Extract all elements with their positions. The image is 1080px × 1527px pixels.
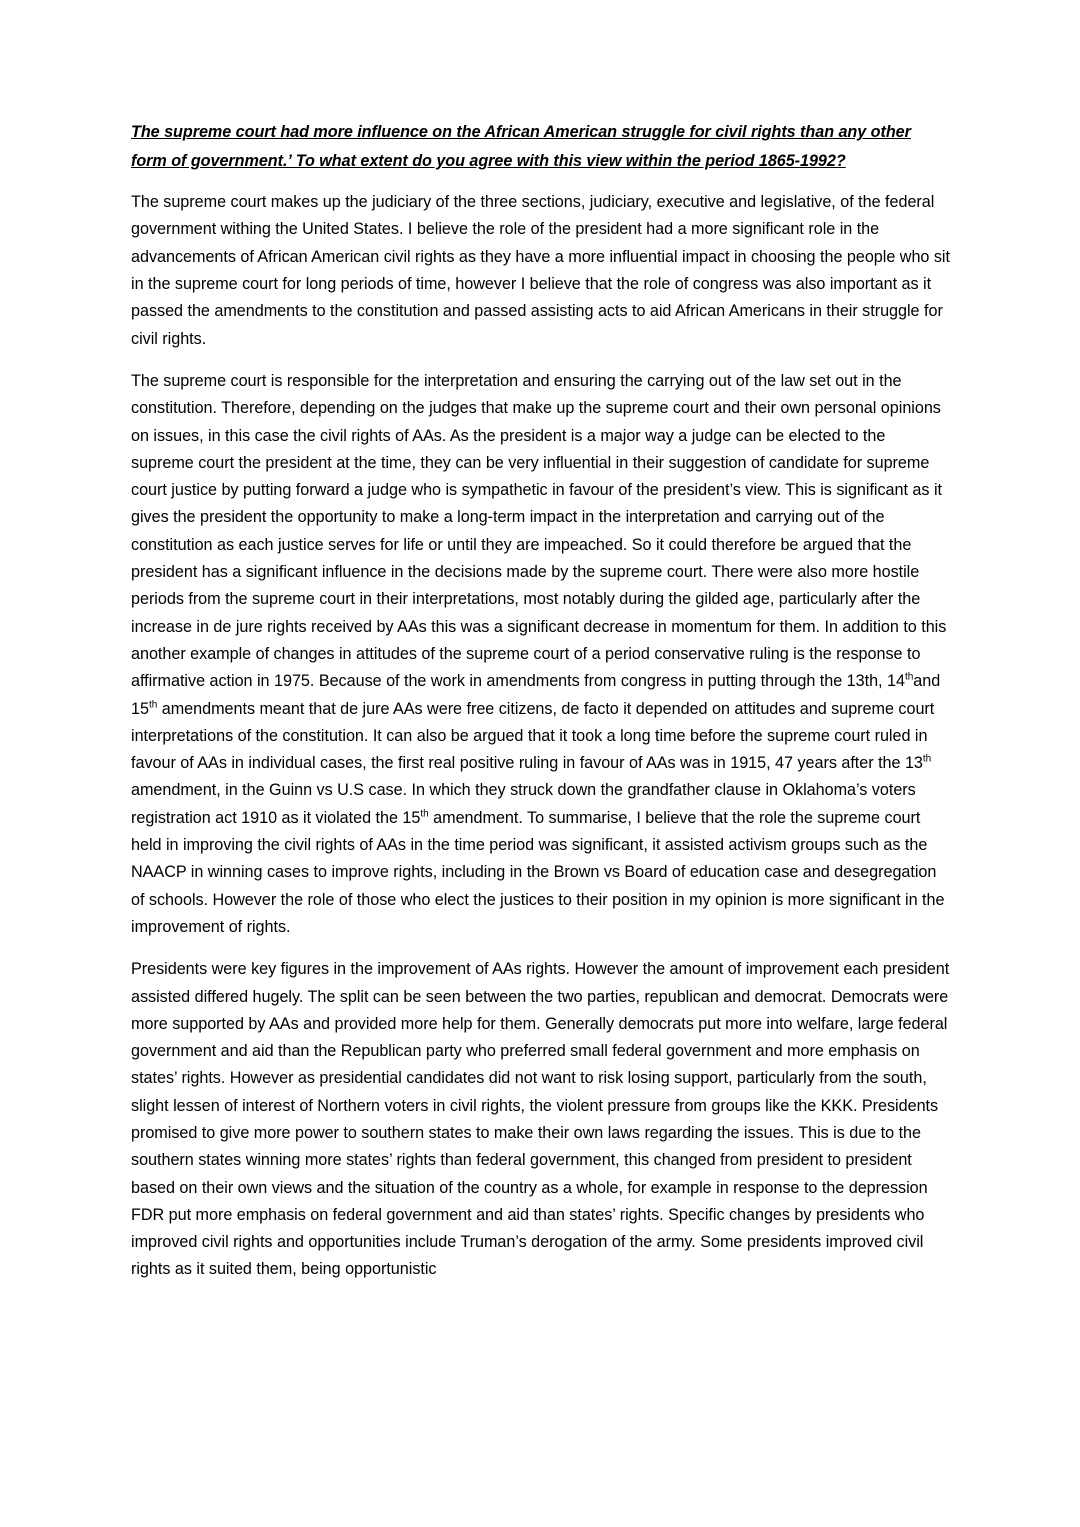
- ordinal-superscript: th: [420, 808, 429, 820]
- paragraph-2: The supreme court is responsible for the interpretation and ensuring the carrying out of the law set out in the constitution. Therefore, depending on the judges that make up the supreme court and their own personal opinions on issues, in this case the civil rights of AAs. As the president is a major way a judge can be elected to the supreme court the president at the time, they can be very influential in their suggestion of candidate for supreme court justice by putting forward a judge who is sympathetic in favour of the president’s view. This is significant as it gives the president the opportunity to make a long-term impact in the interpretation and carrying out of the constitution as each justice serves for life or until they are impeached. So it could therefore be argued that the president has a significant influence in the decisions made by the supreme court. There were also more hostile periods from the supreme court in their interpretations, most notably during the gilded age, particularly after the increase in de jure rights received by AAs this was a significant decrease in momentum for them. In addition to this another example of changes in attitudes of the supreme court of a period conservative ruling is the response to affirmative action in 1975. Because of the work in amendments from congress in putting through the 13th, 14thand 15th amendments meant that de jure AAs were free citizens, de facto it depended on attitudes and supreme court interpretations of the constitution. It can also be argued that it took a long time before the supreme court ruled in favour of AAs in individual cases, the first real positive ruling in favour of AAs was in 1915, 47 years after the 13th amendment, in the Guinn vs U.S case. In which they struck down the grandfather clause in Oklahoma’s voters registration act 1910 as it violated the 15th amendment. To summarise, I believe that the role the supreme court held in improving the civil rights of AAs in the time period was significant, it assisted activism groups such as the NAACP in winning cases to improve rights, including in the Brown vs Board of education case and desegregation of schools. However the role of those who elect the justices to their position in my opinion is more significant in the improvement of rights.: [131, 371, 947, 936]
- ordinal-superscript: th: [148, 699, 158, 711]
- paragraph-3: Presidents were key figures in the improvement of AAs rights. However the amount of improvement each president assisted differed hugely. The split can be seen between the two parties, republican and democrat. Democrats were more supported by AAs and provided more help for them. Generally democrats put more into welfare, large federal government and aid than the Republican party who preferred small federal government and more emphasis on states’ rights. However as presidential candidates did not want to risk losing support, particularly from the south, slight lessen of interest of Northern voters in civil rights, the violent pressure from groups like the KKK. Presidents promised to give more power to southern states to make their own laws regarding the issues. This is due to the southern states winning more states’ rights than federal government, this changed from president to president based on their own views and the situation of the country as a whole, for example in response to the depression FDR put more emphasis on federal government and aid than states’ rights. Specific changes by presidents who improved civil rights and opportunities include Truman’s derogation of the army. Some presidents improved civil rights as it suited them, being opportunistic: [131, 960, 950, 1279]
- paragraph-1: The supreme court makes up the judiciary of the three sections, judiciary, executive and legislative, of the federal government withing the United States. I believe the role of the president had a more significant role in the advancements of African American civil rights as they have a more influential impact in choosing the people who sit in the supreme court for long periods of time, however I believe that the role of congress was also important as it passed the amendments to the constitution and passed assisting acts to aid African Americans in their struggle for civil rights.: [131, 193, 950, 348]
- document-title: The supreme court had more influence on the African American struggle for civil rights than any other form of government.’ To what extent do you agree with this view within the period 1865-1992?: [131, 123, 911, 170]
- ordinal-superscript: th: [904, 671, 914, 683]
- ordinal-superscript: th: [922, 753, 932, 765]
